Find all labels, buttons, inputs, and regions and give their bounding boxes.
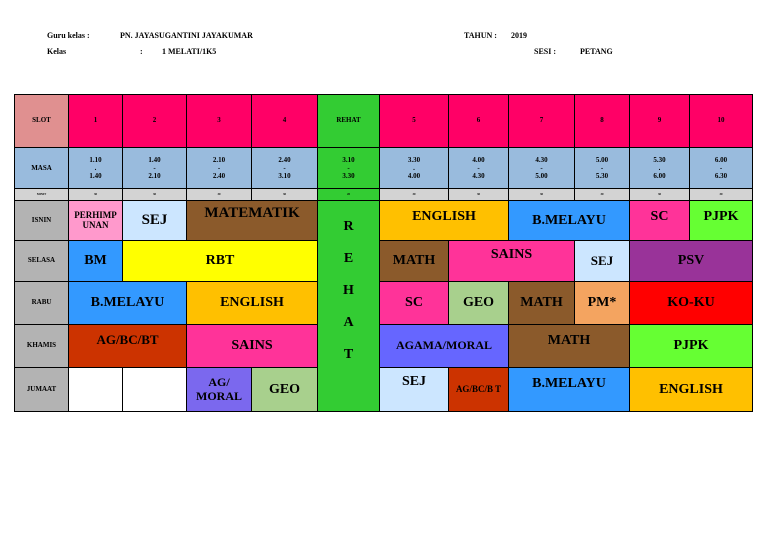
khamis-pjpk: PJPK (630, 325, 753, 368)
minit-rehat: 20 (318, 189, 380, 201)
jumaat-bmelayu: B.MELAYU (509, 368, 630, 412)
isnin-pjpk: PJPK (690, 201, 753, 241)
slot-rehat: REHAT (318, 95, 380, 148)
rabu-koku: KO-KU (630, 282, 753, 325)
minit-4: 30 (252, 189, 318, 201)
selasa-sains: SAINS (449, 241, 575, 282)
slot-5: 5 (380, 95, 449, 148)
jumaat-empty-1 (69, 368, 123, 412)
guru-name: PN. JAYASUGANTINI JAYAKUMAR (120, 31, 253, 40)
jumaat-english: ENGLISH (630, 368, 753, 412)
sesi-label: SESI : (534, 47, 557, 56)
isnin-bmelayu: B.MELAYU (509, 201, 630, 241)
tahun-value: 2019 (511, 31, 527, 40)
selasa-rbt: RBT (123, 241, 318, 282)
khamis-agama-moral: AGAMA/MORAL (380, 325, 509, 368)
masa-10: 6.00 - 6.30 (690, 148, 753, 189)
slot-2: 2 (123, 95, 187, 148)
row-khamis (15, 325, 753, 368)
isnin-perhimpunan: PERHIMP UNAN (69, 201, 123, 241)
day-label-isnin: ISNIN (15, 201, 69, 241)
day-label-rabu: RABU (15, 282, 69, 325)
slot-9: 9 (630, 95, 690, 148)
minit-6: 30 (449, 189, 509, 201)
rabu-geo: GEO (449, 282, 509, 325)
slot-1: 1 (69, 95, 123, 148)
row-selasa (15, 241, 753, 282)
sesi-value: PETANG (580, 47, 613, 56)
timetable (14, 94, 753, 412)
slot-4: 4 (252, 95, 318, 148)
masa-label: MASA (15, 148, 69, 189)
jumaat-sej: SEJ (380, 368, 449, 412)
kelas-label: Kelas (47, 47, 67, 56)
isnin-matematik: MATEMATIK (187, 201, 318, 241)
masa-6: 4.00 - 4.30 (449, 148, 509, 189)
masa-4: 2.40 - 3.10 (252, 148, 318, 189)
slot-6: 6 (449, 95, 509, 148)
rabu-math: MATH (509, 282, 575, 325)
kelas-value: 1 MELATI/1K5 (162, 47, 217, 56)
selasa-psv: PSV (630, 241, 753, 282)
rabu-sc: SC (380, 282, 449, 325)
masa-5: 3.30 . 4.00 (380, 148, 449, 189)
masa-7: 4.30 - 5.00 (509, 148, 575, 189)
minit-3: 30 (187, 189, 252, 201)
minit-9: 30 (630, 189, 690, 201)
jumaat-ag-moral: AG/ MORAL (187, 368, 252, 412)
masa-3: 2.10 - 2.40 (187, 148, 252, 189)
jumaat-empty-2 (123, 368, 187, 412)
masa-9: 5.30 . 6.00 (630, 148, 690, 189)
khamis-math: MATH (509, 325, 630, 368)
row-isnin (15, 201, 753, 241)
minit-10: 30 (690, 189, 753, 201)
jumaat-geo: GEO (252, 368, 318, 412)
day-label-jumaat: JUMAAT (15, 368, 69, 412)
masa-8: 5.00 - 5.30 (575, 148, 630, 189)
day-label-selasa: SELASA (15, 241, 69, 282)
tahun-label: TAHUN : (464, 31, 497, 40)
minit-label: MINIT (15, 189, 69, 201)
masa-row (15, 148, 753, 189)
slot-8: 8 (575, 95, 630, 148)
slot-10: 10 (690, 95, 753, 148)
slot-row (15, 95, 753, 148)
rabu-english: ENGLISH (187, 282, 318, 325)
khamis-sains: SAINS (187, 325, 318, 368)
masa-1: 1.10 . 1.40 (69, 148, 123, 189)
selasa-bm: BM (69, 241, 123, 282)
guru-label: Guru kelas : (47, 31, 90, 40)
slot-3: 3 (187, 95, 252, 148)
isnin-sej: SEJ (123, 201, 187, 241)
minit-5: 30 (380, 189, 449, 201)
minit-2: 30 (123, 189, 187, 201)
jumaat-agbcbt: AG/BC/B T (449, 368, 509, 412)
masa-2: 1.40 - 2.10 (123, 148, 187, 189)
masa-rehat: 3.10 - 3.30 (318, 148, 380, 189)
slot-7: 7 (509, 95, 575, 148)
khamis-agbcbt: AG/BC/BT (69, 325, 187, 368)
minit-7: 30 (509, 189, 575, 201)
minit-1: 30 (69, 189, 123, 201)
selasa-sej: SEJ (575, 241, 630, 282)
row-rabu (15, 282, 753, 325)
selasa-math: MATH (380, 241, 449, 282)
rabu-bmelayu: B.MELAYU (69, 282, 187, 325)
kelas-colon: : (140, 47, 143, 56)
isnin-sc: SC (630, 201, 690, 241)
rehat-column: R E H A T (318, 201, 380, 412)
rabu-pm: PM* (575, 282, 630, 325)
slot-label: SLOT (15, 95, 69, 148)
minit-row (15, 189, 753, 201)
day-label-khamis: KHAMIS (15, 325, 69, 368)
isnin-english: ENGLISH (380, 201, 509, 241)
row-jumaat (15, 368, 753, 412)
minit-8: 30 (575, 189, 630, 201)
